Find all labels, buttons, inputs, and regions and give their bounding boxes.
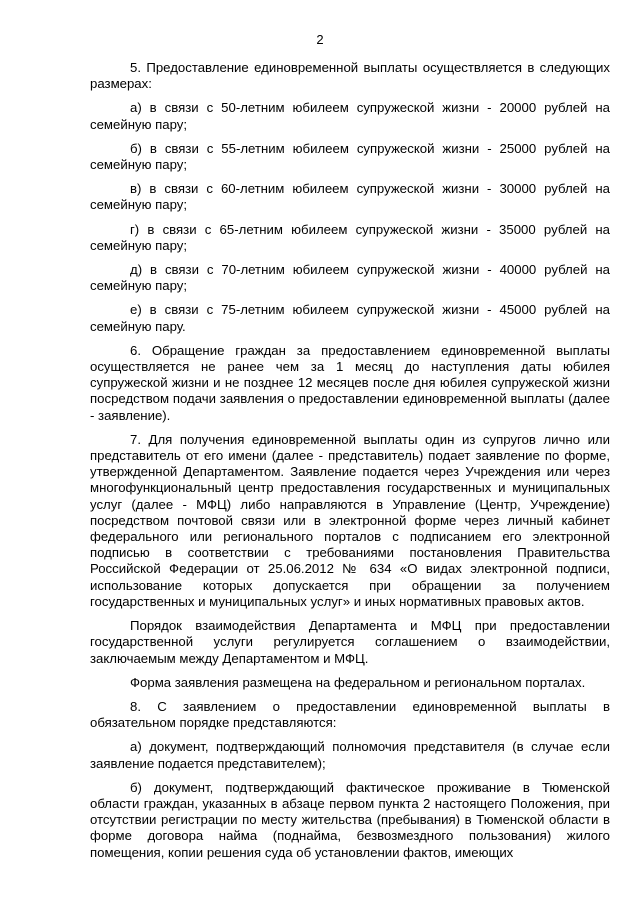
paragraph-form-placement: Форма заявления размещена на федеральном и региональном порталах.	[130, 674, 586, 690]
list-item-v-60: в) в связи с 60-летним юбилеем супружеской жизни - 30000 рублей на семейную пару;	[90, 181, 610, 213]
paragraph-7: 7. Для получения единовременной выплаты один из супругов лично или представитель от его имени (далее - представитель) подает заявление по форме, утвержденной Департаментом. Заявление подается через Учреждения или через многофункциональный центр предоставления государственных и муниципальных услуг (далее - МФЦ) либо направляются в Управление (Центр, Учреждение) посредством почтовой связи или в электронной форме через личный кабинет федерального или регионального порталов с подписанием его электронной подписью в соответствии с требованиями постановления Правительства Российской Федерации от 25.06.2012 № 634 «О видах электронной подписи, использование которых допускается при обращении за получением государственных и муниципальных услуг» и иных нормативных правовых актов.	[90, 431, 610, 609]
list-item-g-65: г) в связи с 65-летним юбилеем супружеской жизни - 35000 рублей на семейную пару;	[90, 221, 610, 253]
paragraph-8: 8. С заявлением о предоставлении единовременной выплаты в обязательном порядке представляются:	[90, 698, 610, 731]
page-number: 2	[316, 32, 324, 47]
paragraph-interaction-order: Порядок взаимодействия Департамента и МФЦ при предоставлении государственной услуги регулируется соглашением о взаимодействии, заключаемым между Департаментом и МФЦ.	[90, 618, 610, 666]
list-item-d-70: д) в связи с 70-летним юбилеем супружеской жизни - 40000 рублей на семейную пару;	[90, 262, 610, 294]
paragraph-6: 6. Обращение граждан за предоставлением единовременной выплаты осуществляется не ранее чем за 1 месяц до наступления даты юбилея супружеской жизни и не позднее 12 месяцев после дня юбилея супружеской жизни посредством подачи заявления о предоставлении единовременной выплаты (далее - заявление).	[90, 342, 610, 423]
paragraph-5-intro: 5. Предоставление единовременной выплаты осуществляется в следующих размерах:	[90, 60, 610, 92]
list-item-b-55: б) в связи с 55-летним юбилеем супружеской жизни - 25000 рублей на семейную пару;	[90, 140, 610, 173]
list-item-8b: б) документ, подтверждающий фактическое проживание в Тюменской области граждан, указанных в абзаце первом пункта 2 настоящего Положения, при отсутствии регистрации по месту жительства (пребывания) в Тюменской области в форме договора найма (поднайма, безвозмездного пользования) жилого помещения, копии решения суда об установлении фактов, имеющих	[90, 779, 610, 860]
list-item-e-75: е) в связи с 75-летним юбилеем супружеской жизни - 45000 рублей на семейную пару.	[90, 302, 610, 334]
list-item-a-50: а) в связи с 50-летним юбилеем супружеской жизни - 20000 рублей на семейную пару;	[90, 100, 610, 132]
list-item-8a: а) документ, подтверждающий полномочия представителя (в случае если заявление подается представителем);	[90, 739, 610, 771]
document-body	[90, 60, 610, 869]
